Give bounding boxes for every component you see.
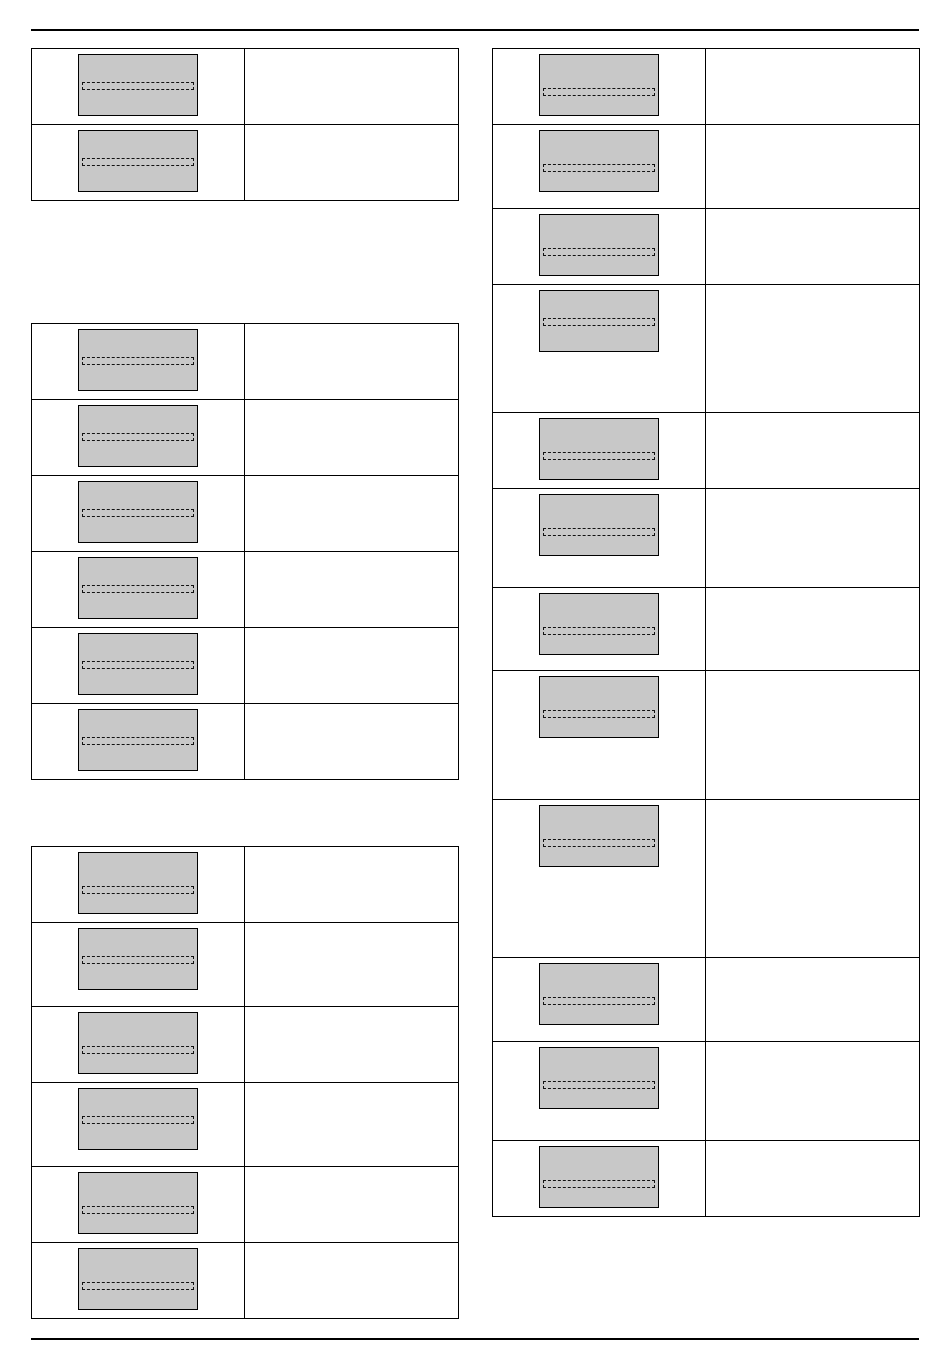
- table-row: [493, 958, 919, 1042]
- lcd-display-image: [539, 963, 659, 1025]
- lcd-text-line: [543, 997, 655, 1005]
- lcd-display-image: [78, 709, 198, 771]
- lcd-text-line: [82, 585, 194, 593]
- lcd-display-image: [539, 676, 659, 738]
- display-table-left-a: [31, 48, 459, 201]
- table-row: [493, 209, 919, 285]
- lcd-display-image: [78, 329, 198, 391]
- lcd-text-line: [543, 164, 655, 172]
- description-cell: [245, 476, 458, 551]
- description-cell: [245, 324, 458, 399]
- lcd-text-line: [543, 528, 655, 536]
- lcd-text-line: [82, 82, 194, 90]
- table-row: [493, 49, 919, 125]
- lcd-display-image: [78, 54, 198, 116]
- lcd-display-image: [539, 1047, 659, 1109]
- lcd-display-image: [78, 1172, 198, 1234]
- display-table-left-b: [31, 323, 459, 780]
- footer-rule: [31, 1338, 919, 1340]
- lcd-display-image: [539, 494, 659, 556]
- lcd-text-line: [543, 710, 655, 718]
- display-table-left-c: [31, 846, 459, 1319]
- description-cell: [706, 285, 919, 412]
- table-row: [32, 704, 458, 779]
- description-cell: [706, 49, 919, 124]
- lcd-text-line: [543, 88, 655, 96]
- description-cell: [245, 847, 458, 922]
- lcd-display-image: [78, 481, 198, 543]
- table-row: [32, 1167, 458, 1243]
- table-row: [32, 400, 458, 476]
- lcd-display-image: [78, 633, 198, 695]
- lcd-display-image: [78, 1248, 198, 1310]
- lcd-display-image: [78, 1012, 198, 1074]
- description-cell: [245, 1243, 458, 1318]
- description-cell: [245, 552, 458, 627]
- table-row: [493, 285, 919, 413]
- lcd-text-line: [82, 886, 194, 894]
- lcd-text-line: [82, 1206, 194, 1214]
- description-cell: [706, 209, 919, 284]
- description-cell: [706, 671, 919, 799]
- table-row: [32, 923, 458, 1007]
- description-cell: [245, 400, 458, 475]
- lcd-display-image: [78, 852, 198, 914]
- table-row: [32, 49, 458, 125]
- table-row: [32, 847, 458, 923]
- description-cell: [245, 704, 458, 779]
- description-cell: [245, 49, 458, 124]
- lcd-text-line: [543, 452, 655, 460]
- table-row: [493, 1042, 919, 1141]
- table-row: [32, 1243, 458, 1318]
- lcd-text-line: [82, 433, 194, 441]
- table-row: [32, 476, 458, 552]
- description-cell: [706, 958, 919, 1041]
- lcd-display-image: [539, 290, 659, 352]
- lcd-text-line: [543, 318, 655, 326]
- table-row: [493, 1141, 919, 1216]
- description-cell: [706, 125, 919, 208]
- lcd-display-image: [78, 1088, 198, 1150]
- table-row: [32, 628, 458, 704]
- description-cell: [706, 588, 919, 670]
- table-row: [32, 1007, 458, 1083]
- table-row: [32, 1083, 458, 1167]
- lcd-display-image: [539, 805, 659, 867]
- lcd-text-line: [82, 1282, 194, 1290]
- lcd-text-line: [82, 661, 194, 669]
- lcd-text-line: [543, 1081, 655, 1089]
- lcd-text-line: [82, 1116, 194, 1124]
- description-cell: [706, 1042, 919, 1140]
- description-cell: [245, 923, 458, 1006]
- description-cell: [245, 1007, 458, 1082]
- lcd-text-line: [543, 248, 655, 256]
- description-cell: [245, 125, 458, 200]
- lcd-display-image: [539, 130, 659, 192]
- table-row: [493, 125, 919, 209]
- lcd-text-line: [82, 737, 194, 745]
- lcd-text-line: [543, 627, 655, 635]
- header-rule: [31, 29, 919, 31]
- lcd-display-image: [78, 928, 198, 990]
- table-row: [32, 552, 458, 628]
- table-row: [32, 125, 458, 200]
- description-cell: [245, 1167, 458, 1242]
- lcd-text-line: [543, 1180, 655, 1188]
- description-cell: [706, 800, 919, 957]
- lcd-text-line: [82, 1046, 194, 1054]
- table-row: [493, 588, 919, 671]
- description-cell: [706, 489, 919, 587]
- description-cell: [706, 413, 919, 488]
- lcd-text-line: [82, 956, 194, 964]
- table-row: [493, 489, 919, 588]
- lcd-display-image: [78, 130, 198, 192]
- lcd-text-line: [82, 158, 194, 166]
- lcd-text-line: [82, 357, 194, 365]
- description-cell: [245, 628, 458, 703]
- lcd-display-image: [539, 418, 659, 480]
- description-cell: [706, 1141, 919, 1216]
- table-row: [493, 671, 919, 800]
- lcd-display-image: [539, 54, 659, 116]
- display-table-right: [492, 48, 920, 1217]
- lcd-display-image: [78, 557, 198, 619]
- table-row: [493, 413, 919, 489]
- lcd-display-image: [78, 405, 198, 467]
- lcd-text-line: [82, 509, 194, 517]
- lcd-text-line: [543, 839, 655, 847]
- lcd-display-image: [539, 214, 659, 276]
- table-row: [493, 800, 919, 958]
- description-cell: [245, 1083, 458, 1166]
- lcd-display-image: [539, 593, 659, 655]
- table-row: [32, 324, 458, 400]
- lcd-display-image: [539, 1146, 659, 1208]
